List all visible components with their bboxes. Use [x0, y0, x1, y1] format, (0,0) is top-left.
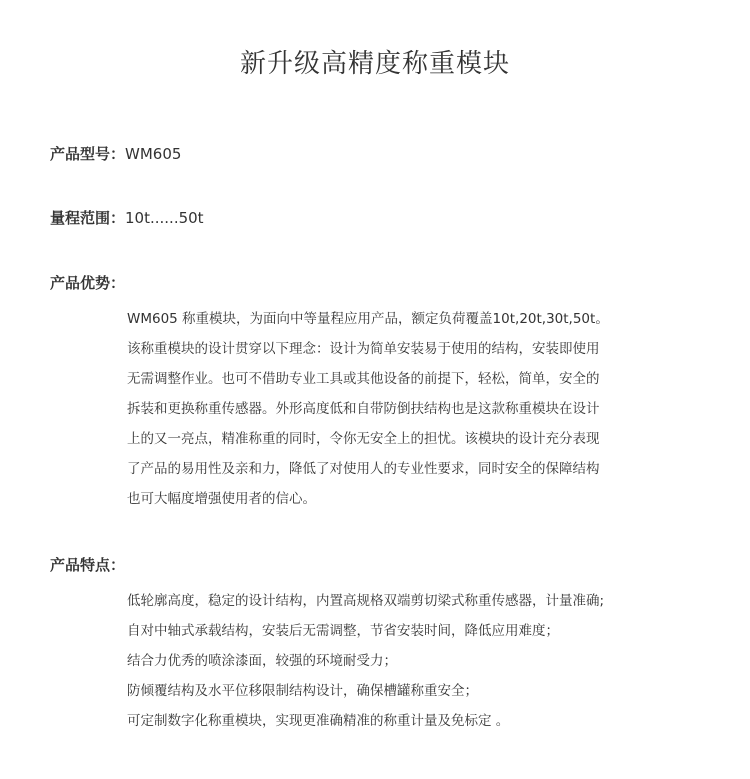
- features-item: 可定制数字化称重模块，实现更准确精准的称重计量及免标定 。: [127, 713, 510, 729]
- features-item: 结合力优秀的喷涂漆面，较强的环境耐受力；: [127, 653, 397, 669]
- advantages-line: 该称重模块的设计贯穿以下理念：设计为简单安装易于使用的结构，安装即使用: [127, 341, 600, 357]
- advantages-line: 上的又一亮点，精准称重的同时，令你无安全上的担忧。该模块的设计充分表现: [127, 431, 600, 447]
- range-label: 量程范围：: [50, 209, 126, 227]
- features-label: 产品特点：: [50, 556, 126, 574]
- advantages-line: 了产品的易用性及亲和力，降低了对使用人的专业性要求，同时安全的保障结构: [127, 461, 600, 477]
- advantages-line: 无需调整作业。也可不借助专业工具或其他设备的前提下，轻松，简单，安全的: [127, 371, 600, 387]
- model-label: 产品型号：: [50, 145, 126, 163]
- model-value: WM605: [125, 145, 182, 163]
- features-heading: [50, 554, 125, 576]
- page-title: 新升级高精度称重模块: [239, 49, 510, 79]
- advantages-line: WM605 称重模块，为面向中等量程应用产品，额定负荷覆盖10t,20t,30t,50t。: [127, 311, 609, 327]
- model-row: [50, 143, 181, 165]
- features-item: 防倾覆结构及水平位移限制结构设计，确保槽罐称重安全；: [127, 683, 478, 699]
- range-row: [50, 207, 204, 229]
- advantages-line: 也可大幅度增强使用者的信心。: [127, 491, 316, 507]
- features-item: 低轮廓高度，稳定的设计结构，内置高规格双端剪切梁式称重传感器，计量准确;: [127, 593, 605, 609]
- advantages-label: 产品优势：: [50, 274, 126, 292]
- range-value: 10t......50t: [125, 209, 204, 227]
- advantages-paragraph: [127, 304, 647, 514]
- advantages-line: 拆装和更换称重传感器。外形高度低和自带防倒扶结构也是这款称重模块在设计: [127, 401, 600, 417]
- features-item: 自对中轴式承载结构，安装后无需调整，节省安装时间，降低应用难度；: [127, 623, 559, 639]
- features-list: [127, 586, 647, 736]
- advantages-heading: [50, 272, 125, 294]
